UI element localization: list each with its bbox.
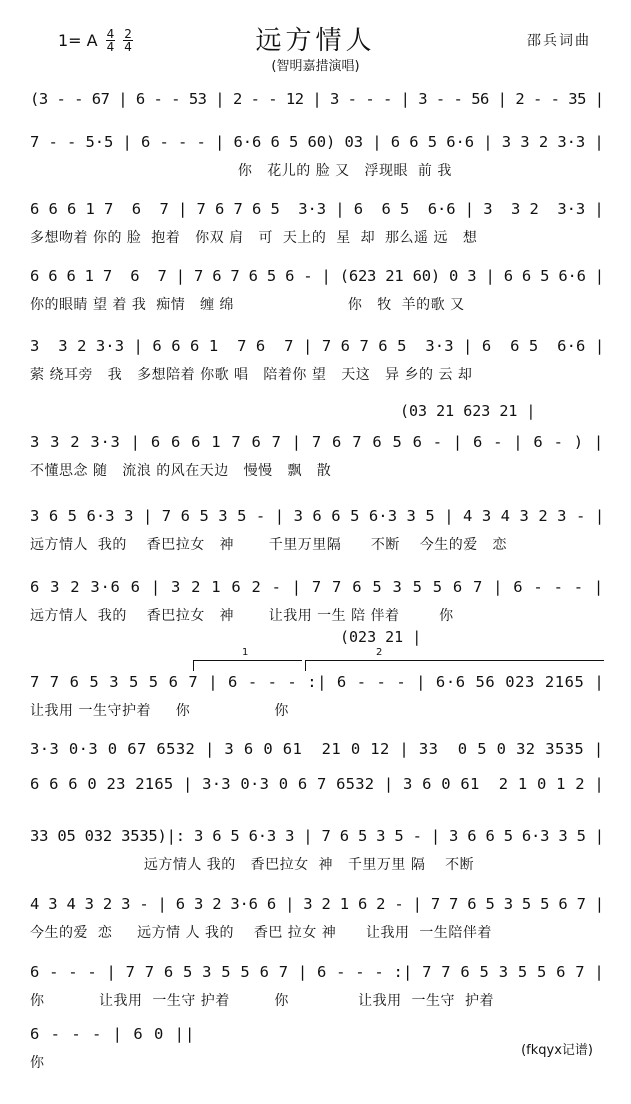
notation-line: 3·3 0·3 0 67 6532 | 3 6 0 61 21 0 12 | 33 0 5 0 32 3535 | [30, 740, 604, 758]
notation-line: 6 3 2 3·6 6 | 3 2 1 6 2 - | 7 7 6 5 3 5 5 6 7 | 6 - - - | [30, 578, 604, 596]
time-signature-2: $\frac{2}{4}$ [124, 27, 132, 54]
notation-line: 7 7 6 5 3 5 5 6 7 | 6 - - - :| 6 - - - | 6·6 56 023 2165 | [30, 673, 605, 691]
score-system [30, 332, 604, 384]
lyrics-line: 你 [30, 1055, 45, 1071]
notation-line: 6 - - - | 7 7 6 5 3 5 5 6 7 | 6 - - - :| 7 7 6 5 3 5 5 6 7 | [30, 963, 604, 981]
notation-line: 4 3 4 3 2 3 - | 6 3 2 3·6 6 | 3 2 1 6 2 - | 7 7 6 5 3 5 5 6 7 | [30, 895, 604, 913]
lyrics-line: 今生的爱 恋 远方情 人 我的 香巴 拉女 神 让我用 一生陪伴着 [30, 925, 492, 941]
notation-line: 3 3 2 3·3 | 6 6 6 1 7 6 7 | 7 6 7 6 5 3·3 | 6 6 5 6·6 | [30, 337, 605, 355]
first-ending-bracket: 1 [193, 660, 302, 671]
notation-line: 6 6 6 1 7 6 7 | 7 6 7 6 5 3·3 | 6 6 5 6·6 | 3 3 2 3·3 | [30, 200, 604, 218]
score-system [30, 668, 604, 720]
notation-line: 6 6 6 1 7 6 7 | 7 6 7 6 5 6 - | (623 21 60) 0 3 | 6 6 5 6·6 | [30, 267, 604, 285]
score-system [30, 195, 604, 247]
lyrics-line: 远方情人 我的 香巴拉女 神 让我用 一生 陪 伴着 你 [30, 608, 454, 624]
lyrics-line: 让我用 一生守护着 你 你 [30, 703, 289, 719]
time-signature-1: $\frac{4}{4}$ [106, 27, 115, 54]
notation-line: 33 05 032 3535)|: 3 6 5 6·3 3 | 7 6 5 3 5 - | 3 6 6 5 6·3 3 5 | [30, 827, 604, 845]
key-label: 1= A [58, 31, 98, 50]
lyrics-line: 多想吻着 你的 脸 抱着 你双 肩 可 天上的 星 却 那么遥 远 想 [30, 230, 478, 246]
lyrics-line: 萦 绕耳旁 我 多想陪着 你歌 唱 陪着你 望 天这 异 乡的 云 却 [30, 367, 473, 383]
score-system [30, 128, 604, 180]
notation-line: 6 6 6 0 23 2165 | 3·3 0·3 0 6 7 6532 | 3 6 0 61 2 1 0 1 2 | [30, 775, 604, 793]
score-system [30, 822, 604, 874]
composer-credit: 邵兵词曲 [527, 33, 591, 49]
score-system [30, 85, 604, 117]
lyrics-line: 远方情人 我的 香巴拉女 神 千里万里 隔 不断 [30, 857, 475, 873]
score-system [30, 573, 604, 625]
score-system [30, 958, 604, 1010]
notation-line: 3 3 2 3·3 | 6 6 6 1 7 6 7 | 7 6 7 6 5 6 - | 6 - | 6 - ) | [30, 433, 604, 451]
lyrics-line: 你 花儿的 脸 又 浮现眼 前 我 [30, 163, 452, 179]
second-ending-bracket: 2 [305, 660, 604, 671]
key-signature [58, 28, 133, 53]
page-subtitle: (智明嘉措演唱) [271, 59, 360, 74]
notation-line: (3 - - 67 | 6 - - 53 | 2 - - 12 | 3 - - - | 3 - - 56 | 2 - - 35 | [30, 90, 604, 108]
lyrics-line: 你 让我用 一生守 护着 你 让我用 一生守 护着 [30, 993, 494, 1009]
score-system [30, 1020, 604, 1072]
notation-line: 7 - - 5·5 | 6 - - - | 6·6 6 5 60) 03 | 6 6 5 6·6 | 3 3 2 3·3 | [30, 133, 604, 151]
notation-line: 6 - - - | 6 0 || [30, 1025, 196, 1043]
page-title: 远方情人 [255, 26, 376, 56]
transcriber-credit: (fkqyx记谱) [521, 1043, 593, 1058]
lyrics-line: 你的眼睛 望 着 我 痴情 缠 绵 你 牧 羊的歌 又 [30, 297, 465, 313]
instrumental-pickup: (023 21 | [340, 628, 422, 646]
score-system [30, 890, 604, 942]
notation-line: 3 6 5 6·3 3 | 7 6 5 3 5 - | 3 6 6 5 6·3 3 5 | 4 3 4 3 2 3 - | [30, 507, 605, 525]
lyrics-line: 远方情人 我的 香巴拉女 神 千里万里隔 不断 今生的爱 恋 [30, 537, 508, 553]
score-system [30, 735, 604, 767]
score-system [30, 428, 604, 480]
score-system [30, 262, 604, 314]
score-system [30, 770, 604, 802]
instrumental-interlude: (03 21 623 21 | [400, 402, 536, 420]
score-system [30, 502, 604, 554]
lyrics-line: 不懂思念 随 流浪 的风在天边 慢慢 飘 散 [30, 463, 332, 479]
